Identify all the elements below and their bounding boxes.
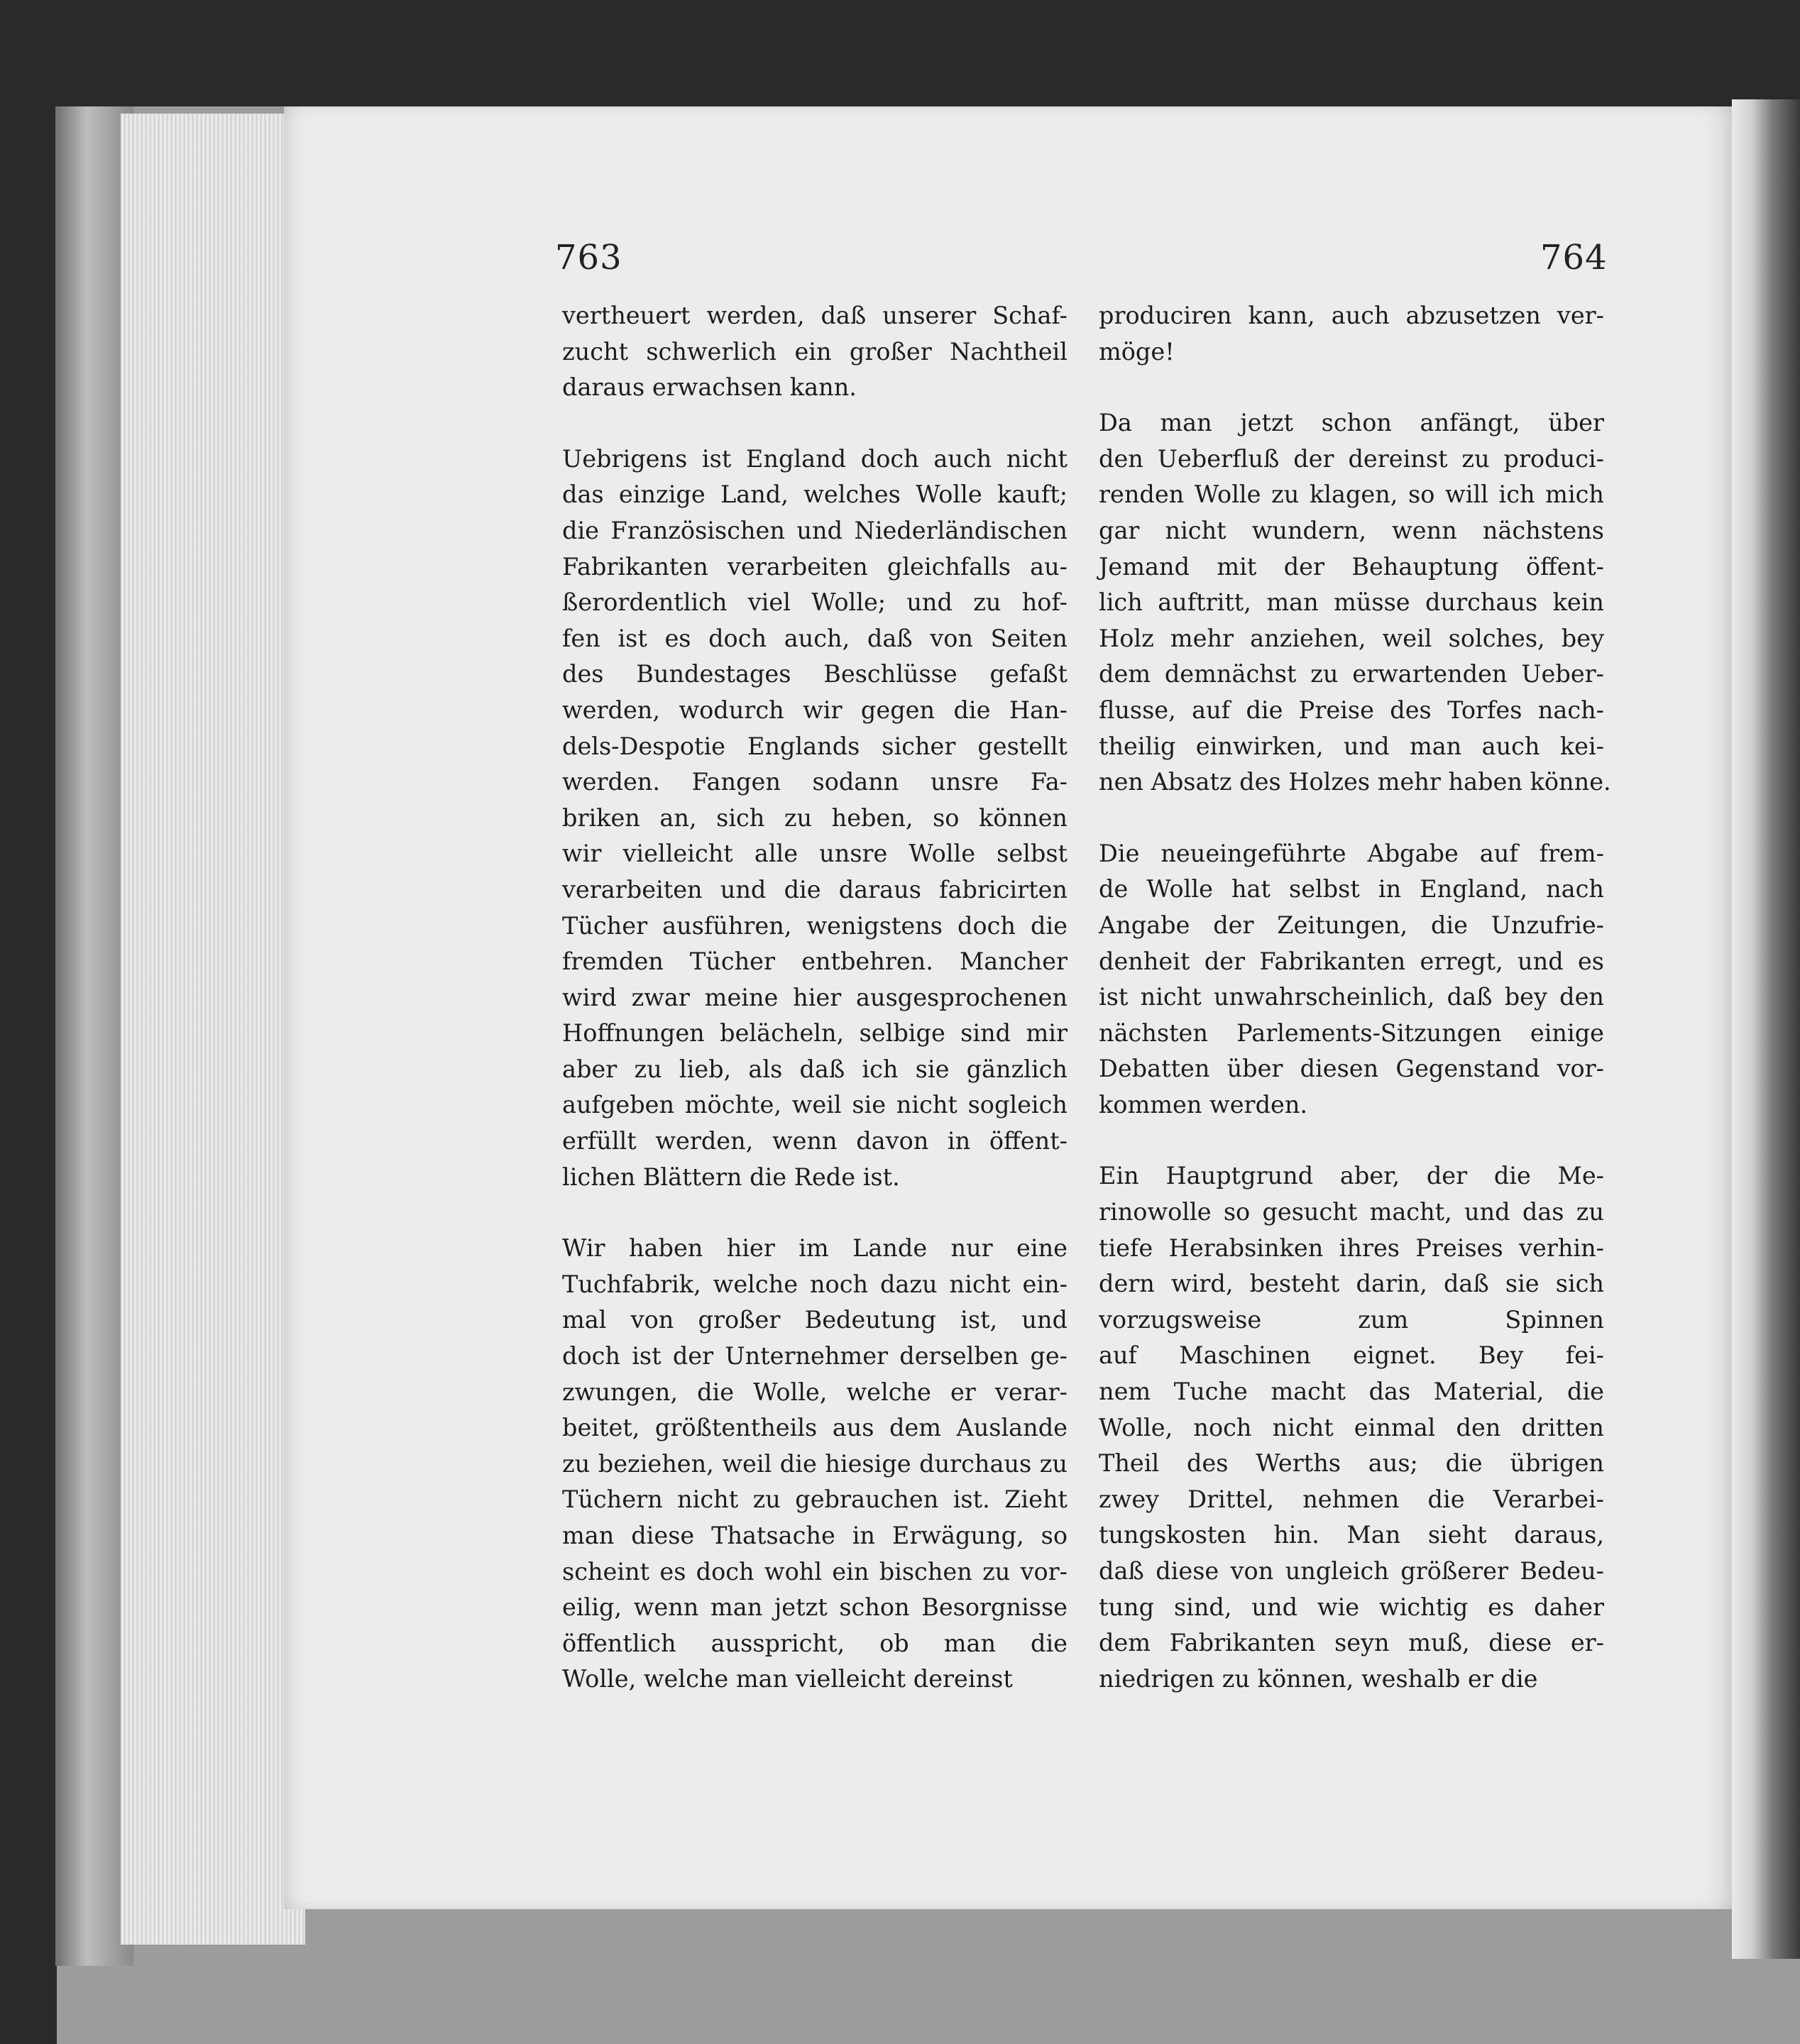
text-line: daß diese von ungleich größerer Bedeu-: [1099, 1557, 1604, 1585]
text-line: dels-Despotie Englands sicher gestellt: [562, 732, 1068, 760]
text-line: werden, wodurch wir gegen die Han-: [562, 696, 1068, 724]
text-line: vorzugsweise zum Spinnen: [1099, 1305, 1604, 1334]
text-line: dem Fabrikanten seyn muß, diese er-: [1099, 1629, 1604, 1657]
text-line: doch ist der Unternehmer derselben ge-: [562, 1342, 1068, 1370]
text-line: Uebrigens ist England doch auch nicht: [562, 444, 1068, 473]
text-line: Hoffnungen belächeln, selbige sind mir: [562, 1019, 1068, 1048]
text-line: den Ueberfluß der dereinst zu produci-: [1099, 444, 1604, 473]
text-line: verarbeiten und die daraus fabricirten: [562, 875, 1068, 903]
text-line: theilig einwirken, und man auch kei-: [1099, 732, 1604, 760]
text-line: lich auftritt, man müsse durchaus kein: [1099, 588, 1604, 617]
page-edges: [121, 114, 305, 1945]
text-line: dern wird, besteht darin, daß sie sich: [1099, 1270, 1604, 1298]
text-line: Tücher ausführen, wenigstens doch die: [562, 911, 1068, 940]
text-line: wird zwar meine hier ausgesprochenen: [562, 983, 1068, 1011]
text-line: man diese Thatsache in Erwägung, so: [562, 1522, 1068, 1549]
paragraph: [562, 298, 1068, 406]
paragraph: [1099, 405, 1611, 801]
text-line: renden Wolle zu klagen, so will ich mich: [1099, 480, 1604, 509]
text-line: Wolle, noch nicht einmal den dritten: [1099, 1413, 1604, 1441]
text-line: zwey Drittel, nehmen die Verarbei-: [1099, 1485, 1604, 1513]
page-number-right: 764: [1540, 238, 1608, 278]
text-line: Angabe der Zeitungen, die Unzufrie-: [1099, 911, 1604, 939]
text-line: mal von großer Bedeutung ist, und: [562, 1306, 1068, 1334]
text-line: fremden Tücher entbehren. Mancher: [562, 947, 1068, 976]
text-line: Fabrikanten verarbeiten gleichfalls au-: [562, 552, 1068, 581]
text-line: de Wolle hat selbst in England, nach: [1099, 875, 1604, 903]
text-line: das einzige Land, welches Wolle kauft;: [562, 480, 1068, 509]
text-line: auf Maschinen eignet. Bey fei-: [1099, 1341, 1604, 1370]
text-line: vertheuert werden, daß unserer Schaf-: [562, 302, 1068, 329]
text-line: Wolle, welche man vielleicht dereinst: [562, 1665, 1013, 1693]
text-line: daraus erwachsen kann.: [562, 373, 857, 402]
text-line: nen Absatz des Holzes mehr haben könne.: [1099, 768, 1611, 796]
text-line: zu beziehen, weil die hiesige durchaus zu: [562, 1449, 1068, 1478]
page-number-left: 763: [555, 238, 622, 278]
paragraph: [1099, 1158, 1604, 1697]
text-line: Ein Hauptgrund aber, der die Me-: [1099, 1162, 1604, 1190]
text-column-left: [562, 298, 1068, 1733]
text-line: Die neueingeführte Abgabe auf frem-: [1099, 839, 1604, 867]
text-line: fen ist es doch auch, daß von Seiten: [562, 624, 1068, 652]
text-line: Holz mehr anziehen, weil solches, bey: [1099, 624, 1604, 652]
text-line: tungskosten hin. Man sieht daraus,: [1099, 1521, 1604, 1549]
paragraph: [1099, 298, 1604, 370]
text-line: aber zu lieb, als daß ich sie gänzlich: [562, 1055, 1068, 1083]
text-line: möge!: [1099, 337, 1175, 366]
text-line: des Bundestages Beschlüsse gefaßt: [562, 660, 1068, 688]
text-line: wir vielleicht alle unsre Wolle selbst: [562, 840, 1068, 868]
text-line: rinowolle so gesucht macht, und das zu: [1099, 1198, 1604, 1226]
text-line: Tuchfabrik, welche noch dazu nicht ein-: [562, 1270, 1068, 1298]
text-column-right: [1099, 298, 1611, 1732]
text-line: beitet, größtentheils aus dem Auslande: [562, 1414, 1068, 1442]
text-line: Da man jetzt schon anfängt, über: [1099, 409, 1604, 437]
text-line: Jemand mit der Behauptung öffent-: [1099, 552, 1604, 581]
text-line: gar nicht wundern, wenn nächstens: [1099, 516, 1604, 544]
text-line: eilig, wenn man jetzt schon Besorgnisse: [562, 1593, 1068, 1622]
text-line: denheit der Fabrikanten erregt, und es: [1099, 947, 1604, 975]
paragraph: [1099, 836, 1604, 1123]
text-line: niedrigen zu können, weshalb er die: [1099, 1664, 1538, 1693]
paragraph: [562, 1231, 1068, 1698]
text-line: dem demnächst zu erwartenden Ueber-: [1099, 660, 1604, 688]
text-line: Tüchern nicht zu gebrauchen ist. Zieht: [562, 1485, 1068, 1514]
text-line: zwungen, die Wolle, welche er verar-: [562, 1378, 1068, 1406]
text-line: erfüllt werden, wenn davon in öffent-: [562, 1127, 1068, 1155]
text-line: scheint es doch wohl ein bischen zu vor-: [562, 1557, 1068, 1586]
text-line: flusse, auf die Preise des Torfes nach-: [1099, 696, 1604, 724]
paragraph: [562, 441, 1068, 1195]
text-line: produciren kann, auch abzusetzen ver-: [1099, 302, 1604, 329]
text-line: nächsten Parlements-Sitzungen einige: [1099, 1018, 1604, 1047]
text-line: aufgeben möchte, weil sie nicht sogleich: [562, 1091, 1068, 1119]
text-line: Debatten über diesen Gegenstand vor-: [1099, 1055, 1604, 1083]
text-line: die Französischen und Niederländischen: [562, 516, 1068, 544]
text-line: öffentlich ausspricht, ob man die: [562, 1629, 1068, 1657]
text-line: lichen Blättern die Rede ist.: [562, 1163, 900, 1191]
text-line: zucht schwerlich ein großer Nachtheil: [562, 337, 1068, 366]
text-line: Wir haben hier im Lande nur eine: [562, 1234, 1068, 1263]
text-line: briken an, sich zu heben, so können: [562, 803, 1068, 832]
text-line: tiefe Herabsinken ihres Preises verhin-: [1099, 1233, 1604, 1262]
text-line: ßerordentlich viel Wolle; und zu hof-: [562, 588, 1068, 617]
text-line: Theil des Werths aus; die übrigen: [1099, 1449, 1604, 1478]
text-line: werden. Fangen sodann unsre Fa-: [562, 768, 1068, 796]
text-line: kommen werden.: [1099, 1090, 1308, 1119]
text-line: nem Tuche macht das Material, die: [1099, 1378, 1604, 1406]
text-line: tung sind, und wie wichtig es daher: [1099, 1593, 1604, 1621]
page-gutter: [1732, 99, 1800, 1959]
text-line: ist nicht unwahrscheinlich, daß bey den: [1099, 983, 1604, 1011]
